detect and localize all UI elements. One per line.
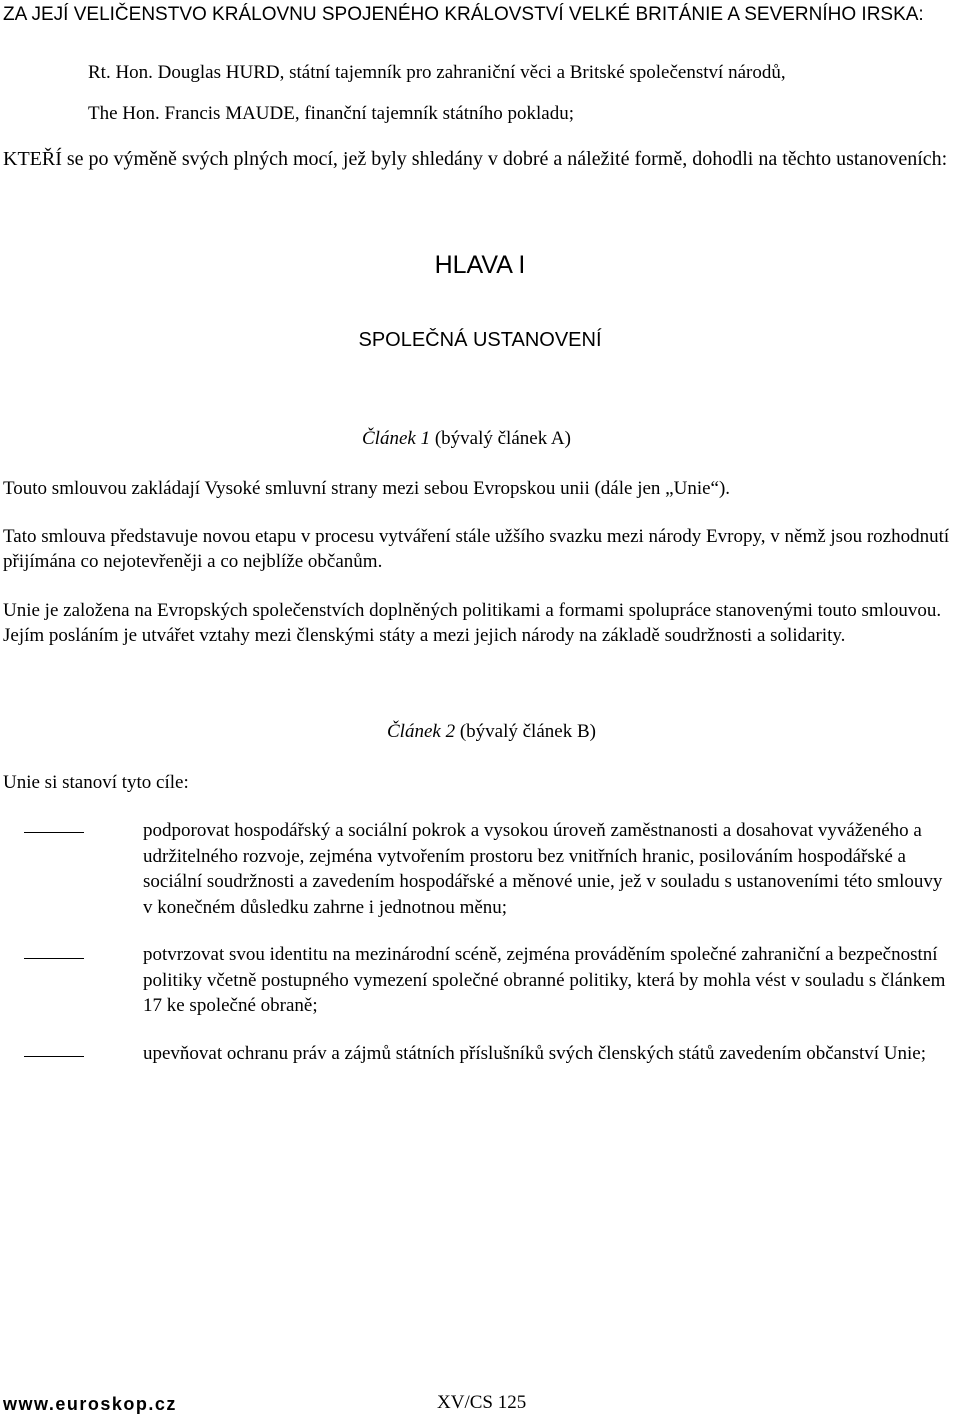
part-title: HLAVA I bbox=[434, 251, 526, 279]
signatory-maude: The Hon. Francis MAUDE, finanční tajemník státního pokladu; bbox=[88, 103, 574, 124]
preamble: KTEŘÍ se po výměně svých plných mocí, jež byly shledány v dobré a náležité formě, dohodli na těchto ustanoveních: bbox=[3, 148, 948, 170]
list-dash bbox=[24, 832, 84, 833]
list-dash bbox=[24, 958, 84, 959]
article-1-heading bbox=[362, 427, 571, 451]
footer-site-link[interactable]: www.euroskop.cz bbox=[3, 1394, 177, 1414]
article-2-label: Článek 2 bbox=[387, 721, 456, 742]
article-1-paragraph: Unie je založena na Evropských společenstvích doplněných politikami a formami spolupráce stanovenými touto smlouvou. Jejím posláním je utvářet vztahy mezi členskými státy a mezi jejich národy na základě soudržnosti a solidarity. bbox=[3, 600, 942, 646]
article-1-label: Článek 1 bbox=[362, 428, 431, 449]
list-dash bbox=[24, 1056, 84, 1057]
footer-page-number: XV/CS 125 bbox=[437, 1392, 527, 1413]
goal-list-item: upevňovat ochranu práv a zájmů státních příslušníků svých členských států zavedením občanství Unie; bbox=[143, 1043, 927, 1064]
article-2-heading bbox=[387, 720, 596, 744]
article-1-former: (bývalý článek A) bbox=[434, 428, 571, 449]
article-2-former: (bývalý článek B) bbox=[459, 721, 596, 742]
goal-list-item: podporovat hospodářský a sociální pokrok a vysokou úroveň zaměstnanosti a dosahovat vyváženého a udržitelného rozvoje, zejména vytvořením prostoru bez vnitřních hranic, posilováním hospodářské a sociální soudržnosti a zavedením hospodářské a měnové unie, jež v souladu s ustanoveními této smlouvy v konečném důsledku zahrne i jednotnou měnu; bbox=[143, 820, 943, 918]
article-1-paragraph: Touto smlouvou zakládají Vysoké smluvní strany mezi sebou Evropskou unii (dále jen „Unie“). bbox=[3, 478, 731, 499]
part-subtitle: SPOLEČNÁ USTANOVENÍ bbox=[358, 329, 602, 351]
goal-list-item: potvrzovat svou identitu na mezinárodní scéně, zejména prováděním společné zahraniční a bezpečnostní politiky včetně postupného vymezení společné obranné politiky, která by mohla vést v souladu s článkem 17 ke společné obraně; bbox=[143, 944, 946, 1016]
document-heading: ZA JEJÍ VELIČENSTVO KRÁLOVNU SPOJENÉHO KRÁLOVSTVÍ VELKÉ BRITÁNIE A SEVERNÍHO IRSKA: bbox=[3, 4, 924, 25]
signatory-hurd: Rt. Hon. Douglas HURD, státní tajemník pro zahraniční věci a Britské společenství národů, bbox=[88, 62, 786, 83]
article-2-intro: Unie si stanoví tyto cíle: bbox=[3, 772, 189, 793]
article-1-paragraph: Tato smlouva představuje novou etapu v procesu vytváření stále užšího svazku mezi národy Evropy, v němž jsou rozhodnutí přijímána co nejotevřeněji a co nejblíže občanům. bbox=[3, 526, 950, 572]
